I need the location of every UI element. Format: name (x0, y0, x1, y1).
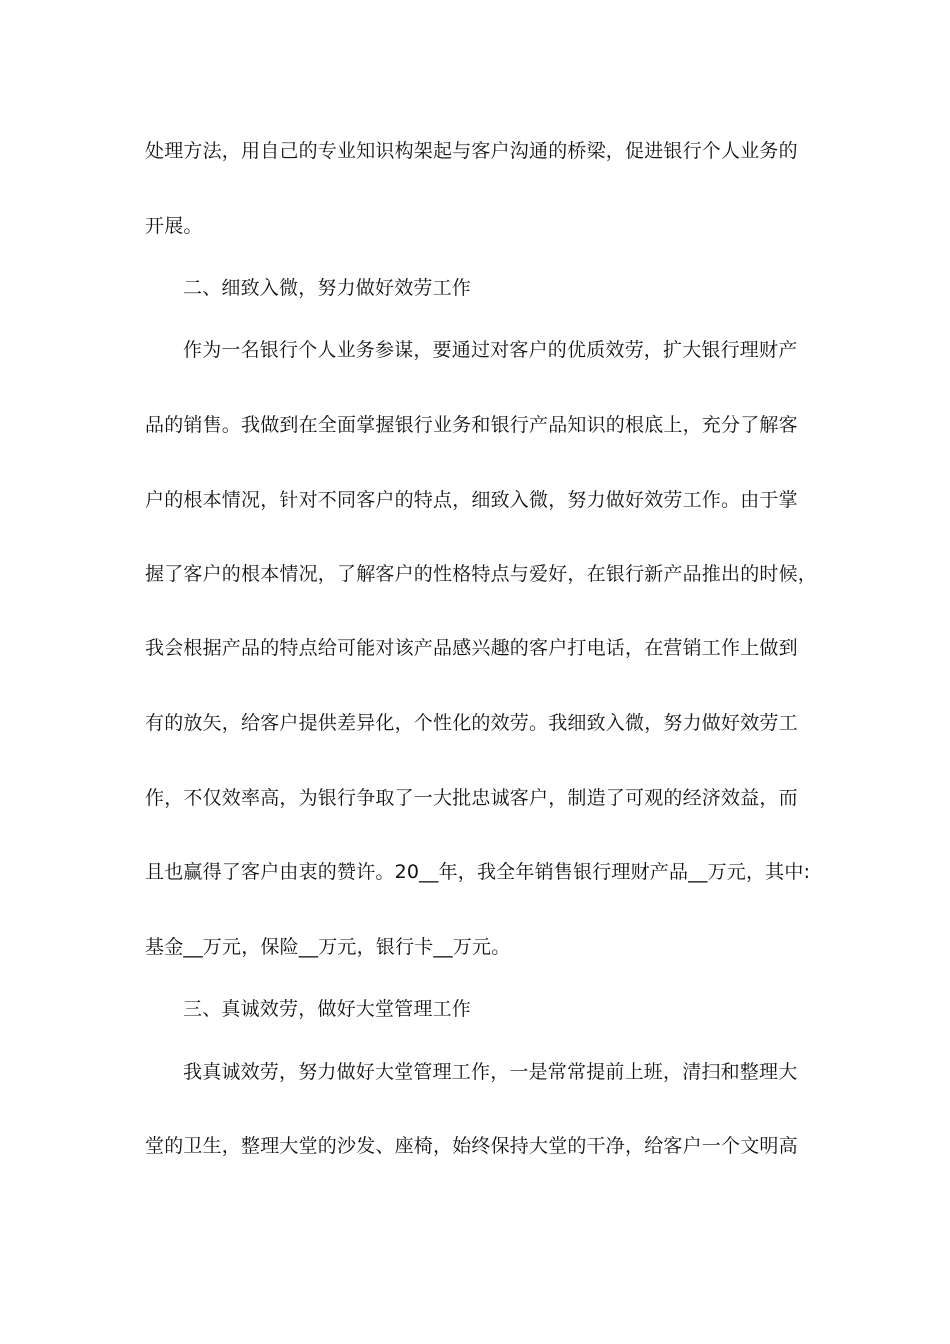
paragraph-line: 开展。 (145, 215, 203, 237)
section-heading: 二、细致入微，努力做好效劳工作 (183, 277, 472, 299)
paragraph-line: 户的根本情况，针对不同客户的特点，细致入微，努力做好效劳工作。由于掌 (145, 489, 798, 511)
paragraph-line: 握了客户的根本情况，了解客户的性格特点与爱好，在银行新产品推出的时候， (145, 563, 818, 585)
paragraph-line: 品的销售。我做到在全面掌握银行业务和银行产品知识的根底上，充分了解客 (145, 414, 798, 436)
paragraph-line: 有的放矢，给客户提供差异化，个性化的效劳。我细致入微，努力做好效劳工 (145, 712, 798, 734)
paragraph-line: 我真诚效劳，努力做好大堂管理工作，一是常常提前上班，清扫和整理大 (183, 1061, 798, 1083)
paragraph-line: 作，不仅效率高，为银行争取了一大批忠诚客户，制造了可观的经济效益，而 (145, 787, 798, 809)
paragraph-line: 且也赢得了客户由衷的赞许。20__年，我全年销售银行理财产品__万元，其中: (145, 861, 811, 883)
section-heading: 三、真诚效劳，做好大堂管理工作 (183, 998, 472, 1020)
paragraph-line: 基金__万元，保险__万元，银行卡__万元。 (145, 936, 511, 958)
paragraph-line: 堂的卫生，整理大堂的沙发、座椅，始终保持大堂的干净，给客户一个文明高 (145, 1135, 798, 1157)
paragraph-line: 我会根据产品的特点给可能对该产品感兴趣的客户打电话，在营销工作上做到 (145, 637, 798, 659)
paragraph-line: 作为一名银行个人业务参谋，要通过对客户的优质效劳，扩大银行理财产 (183, 339, 798, 361)
paragraph-line: 处理方法，用自己的专业知识构架起与客户沟通的桥梁，促进银行个人业务的 (145, 140, 798, 162)
